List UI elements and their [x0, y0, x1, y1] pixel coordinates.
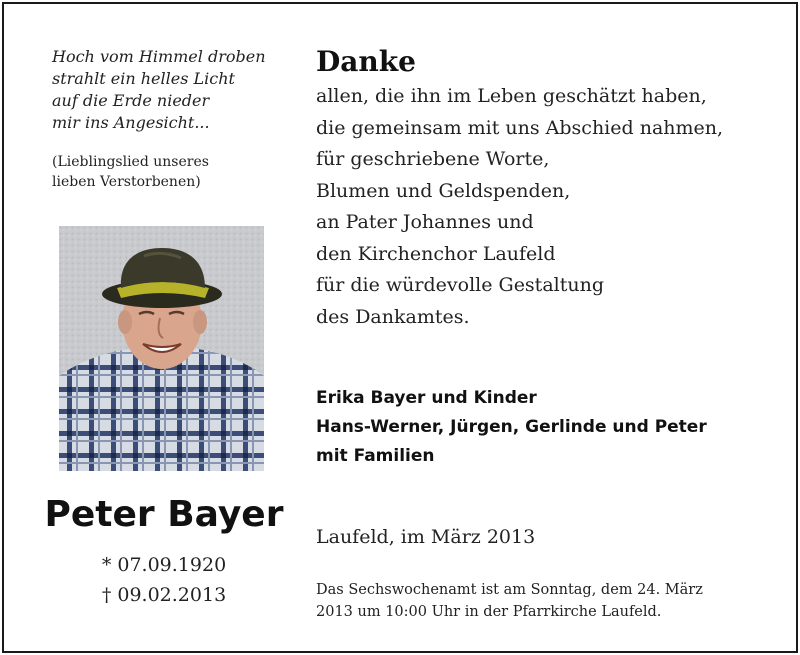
thanks-line: für die würdevolle Gestaltung	[316, 274, 604, 296]
family-line: Hans-Werner, Jürgen, Gerlinde und Peter	[316, 417, 707, 437]
memorial-mass-notice	[316, 579, 794, 623]
death-date: † 09.02.2013	[101, 584, 227, 606]
thanks-line: die gemeinsam mit uns Abschied nahmen,	[316, 116, 724, 139]
thanks-line: des Dankamtes.	[316, 305, 470, 328]
poem-line: auf die Erde nieder	[52, 91, 210, 110]
thanks-line: den Kirchenchor Laufeld	[316, 242, 556, 265]
life-dates	[44, 550, 284, 610]
birth-date: * 07.09.1920	[101, 554, 227, 576]
thanks-line: Blumen und Geldspenden,	[316, 179, 571, 202]
poem-note-line: lieben Verstorbenen)	[52, 174, 201, 190]
obituary-notice	[2, 2, 798, 653]
notice-line: 2013 um 10:00 Uhr in der Pfarrkirche Laufeld.	[316, 604, 662, 620]
portrait-photo	[59, 226, 264, 471]
place-and-date: Laufeld, im März 2013	[316, 526, 536, 548]
poem-note-line: (Lieblingslied unseres	[52, 154, 209, 170]
poem	[52, 46, 302, 134]
poem-line: mir ins Angesicht...	[52, 113, 210, 132]
family-line: mit Familien	[316, 446, 435, 466]
family-line: Erika Bayer und Kinder	[316, 388, 537, 408]
thanks-text	[316, 81, 786, 333]
poem-line: strahlt ein helles Licht	[52, 69, 235, 88]
poem-note	[52, 152, 302, 192]
deceased-name: Peter Bayer	[44, 494, 284, 535]
thanks-line: an Pater Johannes und	[316, 211, 534, 233]
poem-line: Hoch vom Himmel droben	[52, 47, 266, 66]
notice-line: Das Sechswochenamt ist am Sonntag, dem 24. März	[316, 582, 703, 598]
thanks-title: Danke	[316, 45, 416, 78]
thanks-line: allen, die ihn im Leben geschätzt haben,	[316, 85, 707, 107]
family-signature	[316, 384, 786, 471]
thanks-line: für geschriebene Worte,	[316, 148, 550, 170]
